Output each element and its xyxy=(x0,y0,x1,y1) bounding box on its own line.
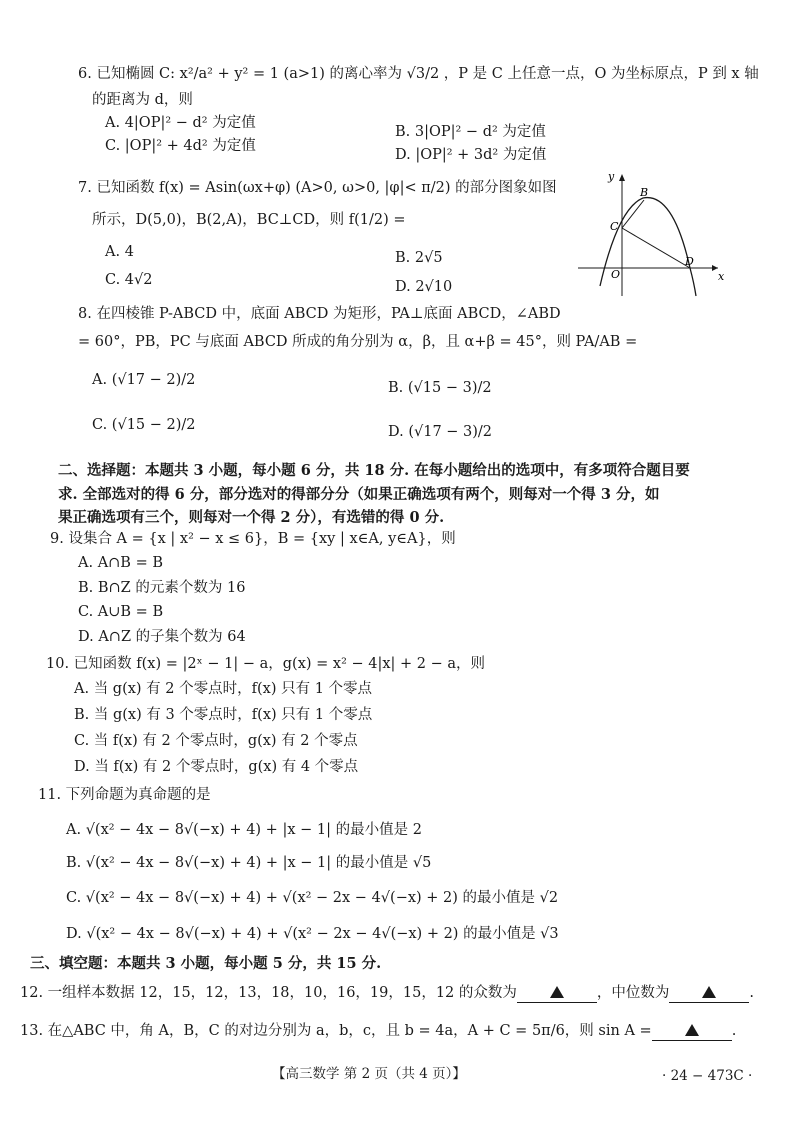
q6-option-b: B. 3|OP|² − d² 为定值 xyxy=(395,124,546,140)
q9-option-d: D. A∩Z 的子集个数为 64 xyxy=(78,629,246,645)
graph-label-o: O xyxy=(611,268,621,281)
q8-stem-line1: 8. 在四棱锥 P-ABCD 中，底面 ABCD 为矩形，PA⊥底面 ABCD，∠ABD xyxy=(78,306,561,322)
q8-option-d: D. (√17 − 3)/2 xyxy=(388,424,493,440)
q7-stem-line1: 7. 已知函数 f(x) = Asin(ωx+φ) (A>0, ω>0, |φ|< π/2) 的部分图象如图 xyxy=(78,180,557,196)
q12-mode-blank[interactable] xyxy=(517,985,597,1003)
q8-option-a: A. (√17 − 2)/2 xyxy=(92,372,196,388)
q11-option-d: D. √(x² − 4x − 8√(−x) + 4) + √(x² − 2x − 4√(−x) + 2) 的最小值是 √3 xyxy=(66,926,559,942)
triangle-icon xyxy=(685,1024,699,1036)
q7-stem-line2: 所示，D(5,0)，B(2,A)，BC⊥CD，则 f(1/2) = xyxy=(92,212,406,228)
q9-option-a: A. A∩B = B xyxy=(78,555,163,571)
graph-label-b: B xyxy=(640,186,649,199)
triangle-icon xyxy=(702,986,716,998)
q8-option-b: B. (√15 − 3)/2 xyxy=(388,380,492,396)
triangle-icon xyxy=(550,986,564,998)
q11-stem: 11. 下列命题为真命题的是 xyxy=(38,787,211,803)
q10-option-d: D. 当 f(x) 有 2 个零点时，g(x) 有 4 个零点 xyxy=(74,759,359,775)
q12-text-part1: 12. 一组样本数据 12，15，12，13，18，10，16，19，15，12 的众数为 xyxy=(20,985,517,1001)
q7-option-b: B. 2√5 xyxy=(395,250,443,266)
q7-function-graph xyxy=(578,168,726,298)
q8-stem-line2: = 60°，PB，PC 与底面 ABCD 所成的角分别为 α，β，且 α+β = 45°，则 PA/AB = xyxy=(78,334,638,350)
section-3-title: 三、填空题：本题共 3 小题，每小题 5 分，共 15 分. xyxy=(30,955,382,972)
q13-sin-a-blank[interactable] xyxy=(652,1023,732,1041)
q9-option-c: C. A∪B = B xyxy=(78,604,164,620)
q13-text-part2: . xyxy=(731,1023,737,1039)
sine-curve xyxy=(600,198,696,296)
q11-option-b: B. √(x² − 4x − 8√(−x) + 4) + |x − 1| 的最小值是 √5 xyxy=(66,855,432,871)
q11-option-a: A. √(x² − 4x − 8√(−x) + 4) + |x − 1| 的最小值是 2 xyxy=(66,822,422,838)
q6-option-d: D. |OP|² + 3d² 为定值 xyxy=(395,147,547,163)
q10-option-c: C. 当 f(x) 有 2 个零点时，g(x) 有 2 个零点 xyxy=(74,733,358,749)
q13-text-part1: 13. 在△ABC 中，角 A，B，C 的对边分别为 a，b，c，且 b = 4a，A + C = 5π/6，则 sin A = xyxy=(20,1023,652,1039)
q12-text-part3: . xyxy=(749,985,755,1001)
footer-exam-code: · 24 − 473C · xyxy=(662,1068,753,1084)
graph-label-x: x xyxy=(718,270,725,283)
q6-option-c: C. |OP|² + 4d² 为定值 xyxy=(105,138,256,154)
q10-option-b: B. 当 g(x) 有 3 个零点时，f(x) 只有 1 个零点 xyxy=(74,707,373,723)
graph-label-c: C xyxy=(610,220,619,233)
q6-stem-line1: 6. 已知椭圆 C: x²/a² + y² = 1 (a>1) 的离心率为 √3/2 ，P 是 C 上任意一点，O 为坐标原点，P 到 x 轴 xyxy=(78,66,759,82)
q7-option-d: D. 2√10 xyxy=(395,279,453,295)
q12-line xyxy=(20,985,754,1003)
q8-option-c: C. (√15 − 2)/2 xyxy=(92,417,196,433)
q12-text-part2: ，中位数为 xyxy=(596,985,670,1001)
q10-option-a: A. 当 g(x) 有 2 个零点时，f(x) 只有 1 个零点 xyxy=(74,681,373,697)
q12-median-blank[interactable] xyxy=(669,985,749,1003)
section-2-line3: 果正确选项有三个，则每对一个得 2 分），有选错的得 0 分. xyxy=(58,509,445,526)
q10-stem: 10. 已知函数 f(x) = |2ˣ − 1| − a，g(x) = x² − 4|x| + 2 − a，则 xyxy=(46,656,486,672)
q11-option-c: C. √(x² − 4x − 8√(−x) + 4) + √(x² − 2x − 4√(−x) + 2) 的最小值是 √2 xyxy=(66,890,559,906)
q7-option-c: C. 4√2 xyxy=(105,272,153,288)
section-2-line2: 求. 全部选对的得 6 分，部分选对的得部分分（如果正确选项有两个，则每对一个得 3 分，如 xyxy=(58,486,660,503)
q13-line xyxy=(20,1023,736,1041)
q9-option-b: B. B∩Z 的元素个数为 16 xyxy=(78,580,246,596)
q6-option-a: A. 4|OP|² − d² 为定值 xyxy=(105,115,256,131)
graph-label-y: y xyxy=(608,170,615,183)
footer-page-info: 【高三数学 第 2 页（共 4 页）】 xyxy=(272,1066,466,1082)
q7-option-a: A. 4 xyxy=(105,244,134,260)
q6-stem-line2: 的距离为 d，则 xyxy=(92,92,193,108)
y-axis-arrow xyxy=(619,174,625,181)
graph-label-d: D xyxy=(685,255,694,268)
q9-stem: 9. 设集合 A = {x | x² − x ≤ 6}，B = {xy | x∈A, y∈A}，则 xyxy=(50,531,456,547)
section-2-line1: 二、选择题：本题共 3 小题，每小题 6 分，共 18 分. 在每小题给出的选项中，有多项符合题目要 xyxy=(58,462,690,479)
